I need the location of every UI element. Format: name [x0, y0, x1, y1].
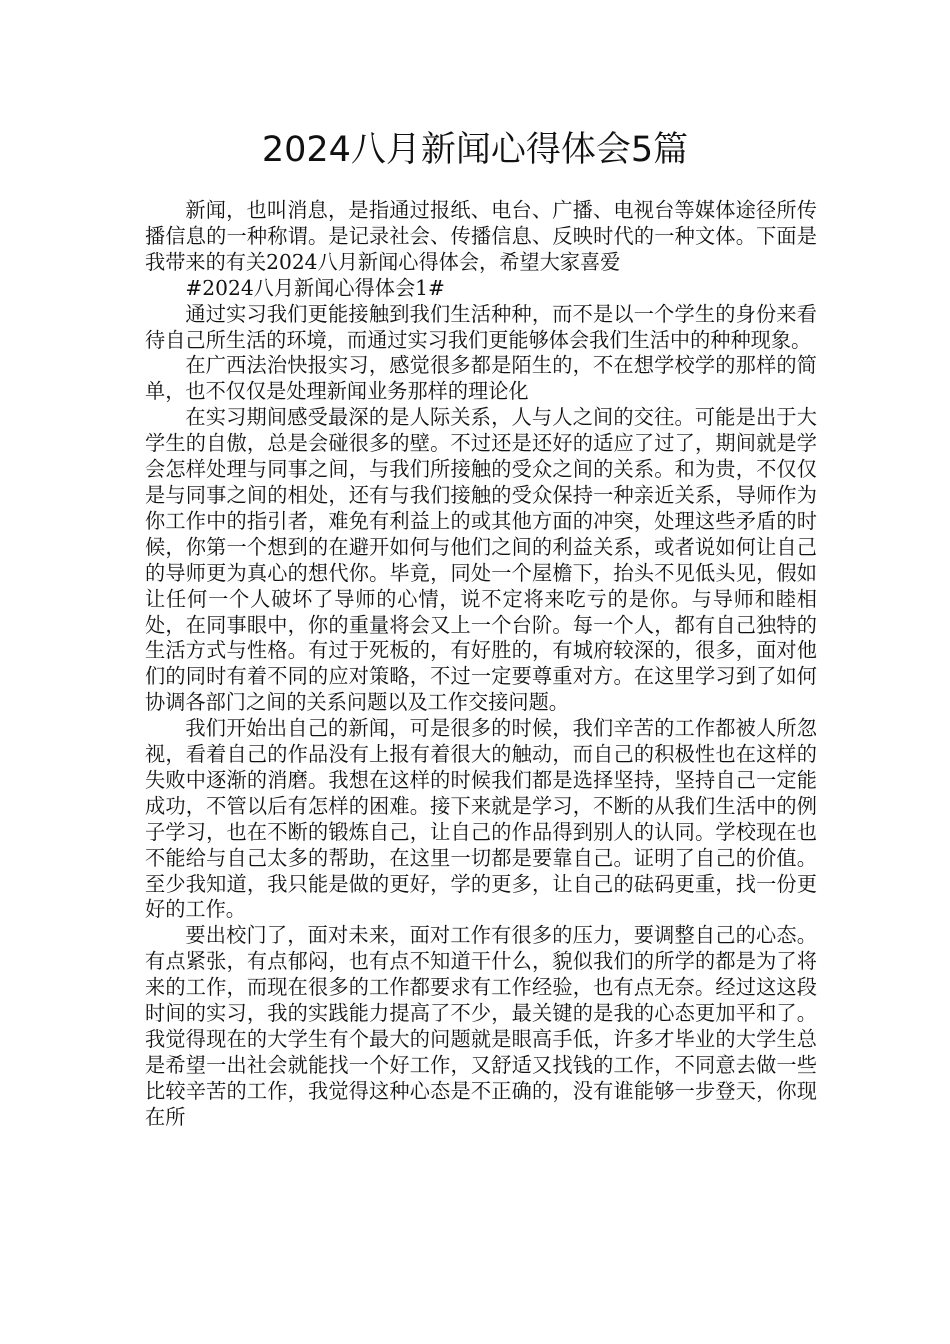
section-heading-1: #2024八月新闻心得体会1#: [185, 275, 445, 300]
paragraph: 要出校门了，面对未来，面对工作有很多的压力，要调整自己的心态。有点紧张，有点郁闷，也有点不知道干什么，貌似我们的所学的都是为了将来的工作，而现在很多的工作都要求有工作经验，也有点无奈。经过这这段时间的实习，我的实践能力提高了不少，最关键的是我的心态更加平和了。我觉得现在的大学生有个最大的问题就是眼高手低，许多才毕业的大学生总是希望一出社会就能找一个好工作，又舒适又找钱的工作，不同意去做一些比较辛苦的工作，我觉得这种心态是不正确的，没有谁能够一步登天，你现在所: [145, 923, 817, 1129]
paragraph: 通过实习我们更能接触到我们生活种种，而不是以一个学生的身份来看待自己所生活的环境，而通过实习我们更能够体会我们生活中的种种现象。: [145, 301, 817, 352]
page-title: 2024八月新闻心得体会5篇: [261, 130, 689, 170]
paragraph: 我们开始出自己的新闻，可是很多的时候，我们辛苦的工作都被人所忽视，看着自己的作品没有上报有着很大的触动，而自己的积极性也在这样的失败中逐渐的消磨。我想在这样的时候我们都是选择坚持，坚持自己一定能成功，不管以后有怎样的困难。接下来就是学习，不断的从我们生活中的例子学习，也在不断的锻炼自己，让自己的作品得到别人的认同。学校现在也不能给与自己太多的帮助，在这里一切都是要靠自己。证明了自己的价值。至少我知道，我只能是做的更好，学的更多，让自己的砝码更重，找一份更好的工作。: [145, 716, 817, 922]
paragraph: 在实习期间感受最深的是人际关系，人与人之间的交往。可能是出于大学生的自傲，总是会碰很多的壁。不过还是还好的适应了过了，期间就是学会怎样处理与同事之间，与我们所接触的受众之间的关系。和为贵，不仅仅是与同事之间的相处，还有与我们接触的受众保持一种亲近关系，导师作为你工作中的指引者，难免有利益上的或其他方面的冲突，处理这些矛盾的时候，你第一个想到的在避开如何与他们之间的利益关系，或者说如何让自己的导师更为真心的想代你。毕竟，同处一个屋檐下，抬头不见低头见，假如让任何一个人破坏了导师的心情，说不定将来吃亏的是你。与导师和睦相处，在同事眼中，你的重量将会又上一个台阶。每一个人，都有自己独特的生活方式与性格。有过于死板的，有好胜的，有城府较深的，很多，面对他们的同时有着不同的应对策略，不过一定要尊重对方。在这里学习到了如何协调各部门之间的关系问题以及工作交接问题。: [145, 405, 817, 715]
paragraph-intro: 新闻，也叫消息，是指通过报纸、电台、广播、电视台等媒体途径所传播信息的一种称谓。是记录社会、传播信息、反映时代的一种文体。下面是我带来的有关2024八月新闻心得体会，希望大家喜爱: [145, 198, 817, 274]
article-body: [145, 198, 817, 1131]
paragraph: 在广西法治快报实习，感觉很多都是陌生的，不在想学校学的那样的简单，也不仅仅是处理新闻业务那样的理论化: [145, 353, 817, 404]
